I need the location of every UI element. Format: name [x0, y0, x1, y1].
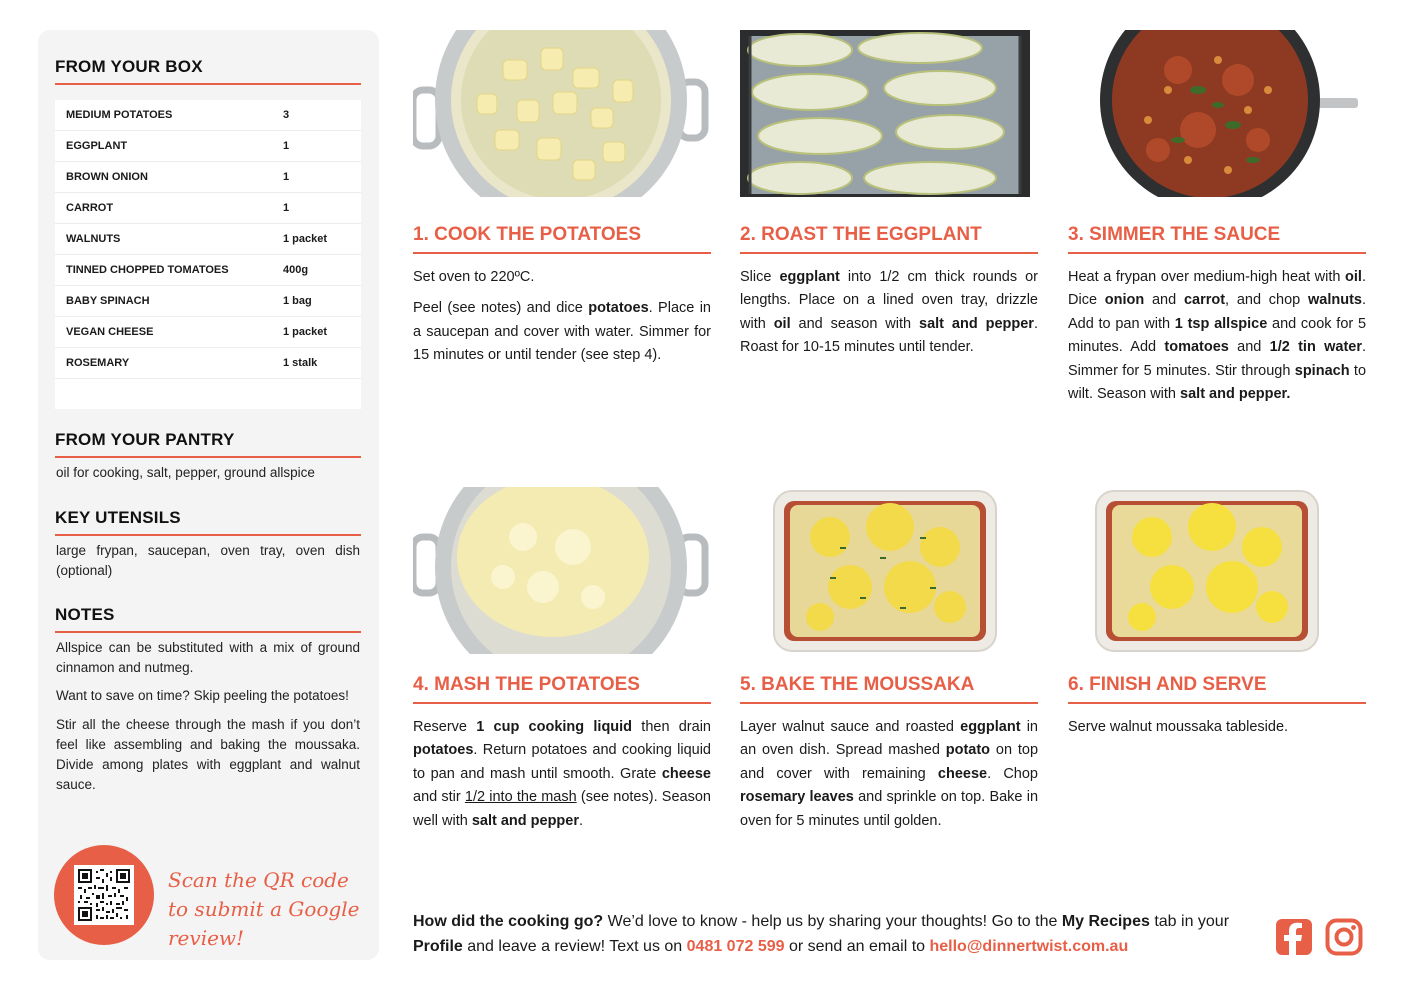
- facebook-icon[interactable]: [1275, 918, 1313, 956]
- ingredient-qty: 1 bag: [283, 295, 312, 307]
- bold-ingredient: 1 cup cooking liquid: [476, 719, 633, 735]
- bold-ingredient: oil: [1345, 269, 1362, 285]
- step-1-title: 1. COOK THE POTATOES: [413, 224, 711, 254]
- ingredient-name: CARROT: [66, 202, 114, 214]
- ingredient-qty: 1 packet: [283, 233, 328, 245]
- step-6-title: 6. FINISH AND SERVE: [1068, 674, 1366, 704]
- ingredient-qty: 400g: [283, 264, 309, 276]
- step-paragraph: [413, 716, 711, 833]
- bold-ingredient: eggplant: [960, 719, 1021, 735]
- step-text-run: , and chop: [1225, 292, 1308, 309]
- bold-ingredient: rosemary leaves: [740, 789, 854, 806]
- ingredient-qty: 1 packet: [283, 326, 328, 338]
- step-text-run: and: [1144, 292, 1184, 309]
- step-2-title: 2. ROAST THE EGGPLANT: [740, 224, 1038, 254]
- step-text-run: . Place in a saucepan and cover with water. Simmer for 15 minutes or until tender (see step 4).: [413, 300, 711, 364]
- ingredient-row: [55, 224, 361, 255]
- ingredient-row-empty: [55, 379, 361, 409]
- phone-link[interactable]: 0481 072 599: [686, 938, 785, 955]
- walnut-sauce-pan-photo: [1068, 30, 1366, 197]
- bold-ingredient: onion: [1104, 292, 1145, 309]
- step-text-run: Peel (see notes) and dice: [413, 300, 589, 317]
- pantry-heading: FROM YOUR PANTRY: [55, 430, 361, 458]
- ingredient-qty: 1 stalk: [283, 357, 318, 369]
- step-text-run: . Simmer for 5 minutes. Stir through: [1068, 339, 1367, 379]
- note-1: Allspice can be substituted with a mix of ground cinnamon and nutmeg.: [56, 640, 360, 675]
- sidebar: [38, 30, 379, 960]
- underlined-text: 1/2 into the mash: [464, 789, 577, 806]
- eggplant-tray-photo: [740, 30, 1030, 197]
- ingredients-table: [55, 100, 361, 409]
- ingredient-name: WALNUTS: [66, 233, 121, 245]
- feedback-footer: [413, 909, 1263, 959]
- bold-ingredient: potato: [945, 742, 991, 759]
- step-text-run: to wilt. Season with: [1068, 362, 1367, 403]
- footer-text-3: and leave a review! Text us on: [462, 938, 687, 955]
- note-3: Stir all the cheese through the mash if you don’t feel like assembling and baking the moussaka. Divide among plates with eggplant and walnut sauce.: [56, 717, 360, 792]
- bold-ingredient: tomatoes: [1164, 339, 1229, 356]
- step-3-text: [1068, 266, 1366, 414]
- ingredient-row: [55, 286, 361, 317]
- footer-profile: Profile: [413, 938, 463, 955]
- ingredient-name: BABY SPINACH: [66, 295, 150, 307]
- ingredient-qty: 1: [283, 202, 290, 214]
- pantry-text: oil for cooking, salt, pepper, ground allspice: [56, 465, 315, 480]
- step-6-text: [1068, 716, 1366, 747]
- qr-code-icon[interactable]: [74, 865, 134, 925]
- step-text-run: . Roast for 10-15 minutes until tender.: [740, 315, 1038, 356]
- notes-heading: NOTES: [55, 605, 361, 633]
- bold-ingredient: potatoes: [588, 300, 649, 317]
- step-text-run: . Dice: [1068, 269, 1366, 309]
- bold-ingredient: salt and pepper: [471, 812, 579, 829]
- ingredient-row: [55, 162, 361, 193]
- moussaka-dish-photo: [770, 487, 1000, 654]
- bold-ingredient: walnuts: [1307, 292, 1362, 309]
- ingredient-qty: 1: [283, 171, 290, 183]
- step-text-run: and cook for 5 minutes. Add: [1068, 315, 1367, 356]
- ingredient-qty: 1: [283, 140, 290, 152]
- step-paragraph: [740, 266, 1038, 360]
- step-2-text: [740, 266, 1038, 368]
- qr-badge[interactable]: [54, 845, 154, 945]
- bold-ingredient: eggplant: [779, 269, 840, 285]
- box-heading: FROM YOUR BOX: [55, 57, 361, 85]
- step-1-text: [413, 266, 711, 376]
- step-text-run: and stir: [413, 789, 465, 806]
- step-text-run: .: [579, 812, 584, 829]
- ingredient-row: [55, 193, 361, 224]
- qr-caption: Scan the QR code to submit a Google review!: [168, 868, 360, 950]
- footer-text-4: or send an email to: [784, 938, 930, 955]
- step-text-run: into 1/2 cm thick rounds or lengths. Place on a lined oven tray, drizzle with: [740, 269, 1038, 332]
- step-text-run: and: [1228, 339, 1270, 356]
- utensils-text: large frypan, saucepan, oven tray, oven dish (optional): [56, 543, 360, 578]
- step-text-run: . Chop: [987, 765, 1038, 782]
- note-2: Want to save on time? Skip peeling the potatoes!: [56, 688, 349, 703]
- bold-ingredient: salt and pepper.: [1180, 386, 1291, 403]
- bold-ingredient: oil: [773, 315, 791, 332]
- bold-ingredient: potatoes: [413, 742, 474, 759]
- step-text-run: Serve walnut moussaka tableside.: [1068, 719, 1289, 735]
- ingredient-row: [55, 131, 361, 162]
- instagram-icon[interactable]: [1325, 918, 1363, 956]
- bold-ingredient: carrot: [1183, 292, 1226, 309]
- ingredient-row: [55, 100, 361, 131]
- step-text-run: Heat a frypan over medium-high heat with: [1068, 269, 1346, 285]
- potatoes-in-water-photo: [413, 30, 711, 197]
- ingredient-row: [55, 317, 361, 348]
- step-text-run: Set oven to 220ºC.: [413, 269, 535, 285]
- bold-ingredient: spinach: [1294, 362, 1350, 379]
- step-4-text: [413, 716, 711, 841]
- step-text-run: (see notes). Season well with: [413, 789, 711, 829]
- served-moussaka-photo: [1092, 487, 1322, 654]
- step-4-title: 4. MASH THE POTATOES: [413, 674, 711, 704]
- utensils-heading: KEY UTENSILS: [55, 508, 361, 536]
- footer-text-2: tab in your: [1149, 913, 1230, 930]
- email-link[interactable]: hello@dinnertwist.com.au: [929, 938, 1129, 955]
- step-paragraph: [1068, 716, 1366, 739]
- ingredient-name: EGGPLANT: [66, 140, 128, 152]
- bold-ingredient: salt and pepper: [919, 315, 1034, 332]
- step-paragraph: [413, 297, 711, 367]
- mashed-potato-photo: [413, 487, 711, 654]
- step-text-run: Reserve: [413, 719, 477, 735]
- step-text-run: in an oven dish. Spread mashed: [740, 719, 1038, 759]
- bold-ingredient: cheese: [661, 765, 711, 782]
- ingredient-name: TINNED CHOPPED TOMATOES: [66, 264, 229, 276]
- ingredient-row: [55, 255, 361, 286]
- step-text-run: then drain: [632, 719, 711, 735]
- step-paragraph: [740, 716, 1038, 833]
- step-5-text: [740, 716, 1038, 841]
- step-text-run: . Return potatoes and cooking liquid to pan and mash until smooth. Grate: [413, 742, 711, 782]
- step-text-run: and season with: [790, 315, 920, 332]
- bold-ingredient: 1 tsp allspice: [1174, 315, 1268, 332]
- step-text-run: and sprinkle on top. Bake in oven for 5 minutes until golden.: [740, 789, 1039, 829]
- footer-my-recipes: My Recipes: [1061, 913, 1150, 930]
- footer-text-1: We’d love to know - help us by sharing your thoughts! Go to the: [603, 913, 1062, 930]
- step-5-title: 5. BAKE THE MOUSSAKA: [740, 674, 1038, 704]
- step-paragraph: [413, 266, 711, 289]
- ingredient-qty: 3: [283, 109, 290, 121]
- ingredient-name: BROWN ONION: [66, 171, 148, 183]
- bold-ingredient: cheese: [937, 765, 988, 782]
- ingredient-row: [55, 348, 361, 379]
- footer-question: How did the cooking go?: [413, 913, 604, 930]
- step-3-title: 3. SIMMER THE SAUCE: [1068, 224, 1366, 254]
- ingredient-name: MEDIUM POTATOES: [66, 109, 173, 121]
- step-text-run: . Add to pan with: [1068, 292, 1366, 332]
- step-text-run: on top and cover with remaining: [740, 742, 1039, 782]
- bold-ingredient: 1/2 tin water: [1269, 339, 1362, 356]
- ingredient-name: VEGAN CHEESE: [66, 326, 154, 338]
- ingredient-name: ROSEMARY: [66, 357, 130, 369]
- step-text-run: Layer walnut sauce and roasted: [740, 719, 961, 735]
- step-text-run: Slice: [740, 269, 780, 285]
- step-paragraph: [1068, 266, 1366, 406]
